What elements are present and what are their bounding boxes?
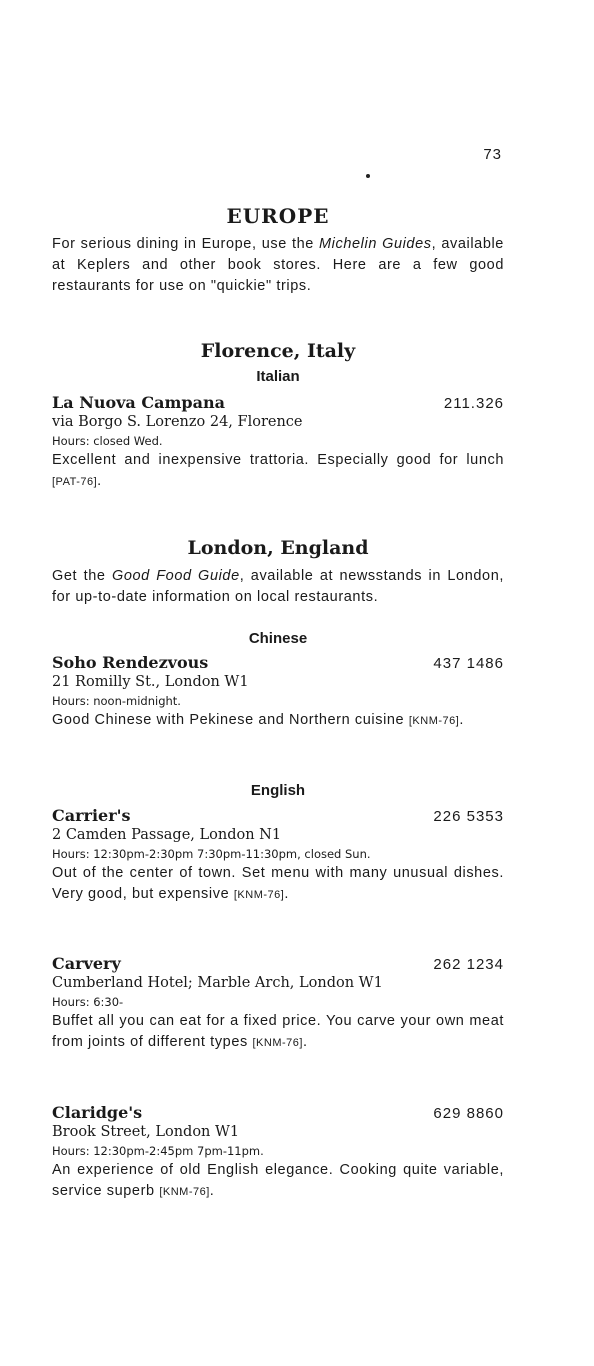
cuisine-heading: English xyxy=(250,782,306,799)
description: An experience of old English elegance. Cooking quite variable, service superb [KNM-76]. xyxy=(52,1162,504,1199)
reviewer-code: [KNM-76] xyxy=(408,715,460,727)
reviewer-code: [KNM-76] xyxy=(233,889,285,901)
phone-number: 226 5353 xyxy=(433,808,504,825)
reviewer-code: [KNM-76] xyxy=(252,1037,303,1049)
phone-number: 437 1486 xyxy=(433,655,504,672)
restaurant-name: La Nuova Campana xyxy=(52,393,225,412)
cuisine-heading: Italian xyxy=(256,368,300,385)
address: Cumberland Hotel; Marble Arch, London W1 xyxy=(52,975,383,991)
page-number: 73 xyxy=(483,146,502,163)
city-title-florence: Florence, Italy xyxy=(200,340,356,362)
address: 21 Romilly St., London W1 xyxy=(52,674,249,690)
restaurant-name: Carrier's xyxy=(52,806,131,825)
address: Brook Street, London W1 xyxy=(52,1124,240,1140)
hours: Hours: 6:30- xyxy=(52,995,124,1009)
phone-number: 262 1234 xyxy=(433,956,504,973)
restaurant-entry xyxy=(52,1103,504,1203)
address: 2 Camden Passage, London N1 xyxy=(52,827,282,843)
description: Good Chinese with Pekinese and Northern cuisine [KNM-76]. xyxy=(52,712,464,728)
phone-number: 629 8860 xyxy=(433,1105,504,1122)
hours: Hours: noon-midnight. xyxy=(52,694,181,708)
hours: Hours: 12:30pm-2:30pm 7:30pm-11:30pm, closed Sun. xyxy=(52,847,371,861)
section-title: EUROPE xyxy=(226,204,330,228)
reviewer-code: [KNM-76] xyxy=(159,1186,210,1198)
address: via Borgo S. Lorenzo 24, Florence xyxy=(52,414,303,430)
restaurant-entry xyxy=(52,954,504,1054)
restaurant-name: Claridge's xyxy=(52,1103,143,1122)
hours: Hours: closed Wed. xyxy=(52,434,163,448)
description: Excellent and inexpensive trattoria. Especially good for lunch [PAT-76]. xyxy=(52,452,504,489)
reviewer-code: [PAT-76] xyxy=(52,476,98,488)
speck xyxy=(366,174,370,178)
description: Buffet all you can eat for a fixed price. You carve your own meat from joints of different types [KNM-76]. xyxy=(52,1013,504,1050)
phone-number: 211.326 xyxy=(443,395,504,412)
restaurant-entry xyxy=(52,806,504,906)
restaurant-entry xyxy=(52,653,504,732)
restaurant-name: Soho Rendezvous xyxy=(52,653,209,672)
city-title-london: London, England xyxy=(187,537,369,559)
cuisine-heading: Chinese xyxy=(248,630,308,647)
restaurant-entry xyxy=(52,393,504,493)
section-intro: For serious dining in Europe, use the Michelin Guides, available at Keplers and other book stores. Here are a few good restaurants for use on "quickie" trips. xyxy=(52,236,504,294)
restaurant-name: Carvery xyxy=(52,954,121,973)
description: Out of the center of town. Set menu with many unusual dishes. Very good, but expensive [KNM-76]. xyxy=(52,865,504,902)
london-intro: Get the Good Food Guide, available at newsstands in London, for up-to-date information on local restaurants. xyxy=(52,568,504,605)
hours: Hours: 12:30pm-2:45pm 7pm-11pm. xyxy=(52,1144,264,1158)
